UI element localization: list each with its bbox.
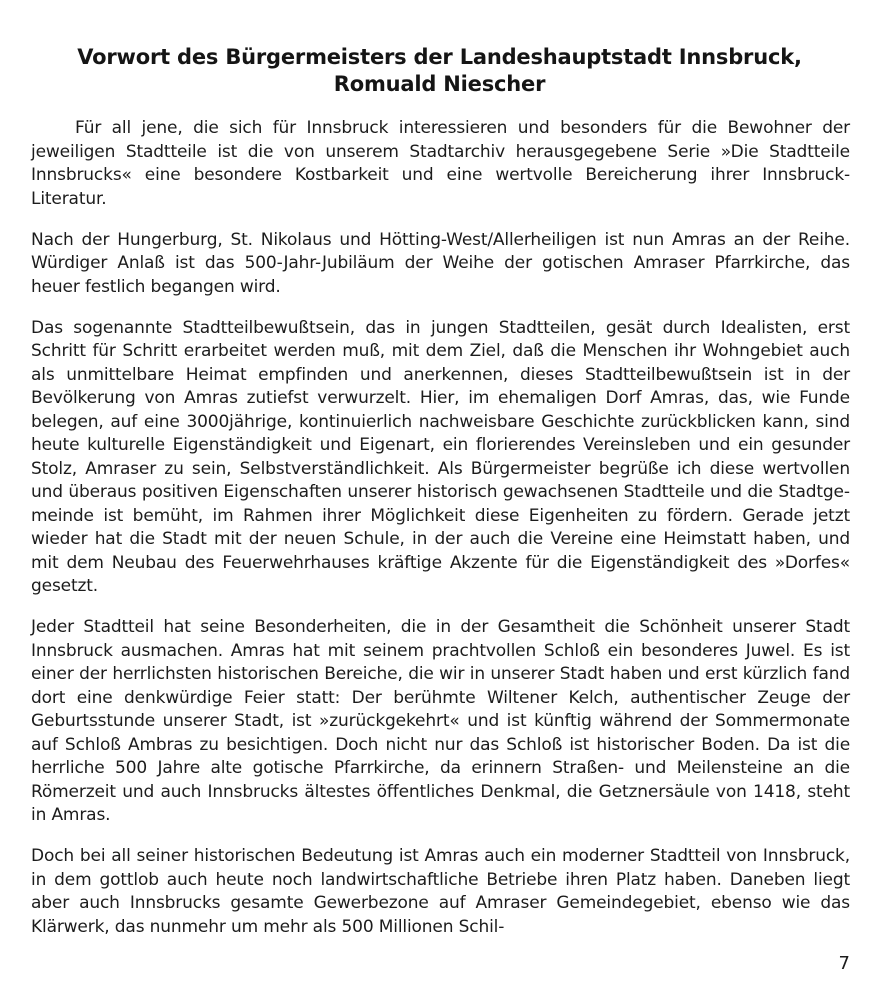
title-line-1: Vorwort des Bürgermeisters der Landeshauptstadt Innsbruck,	[77, 45, 802, 70]
paragraph-2: Nach der Hungerburg, St. Nikolaus und Hötting-West/Allerheiligen ist nun Amras an der Reihe. Würdiger Anlaß ist das 500-Jahr-Jubiläum der Weihe der gotischen Amraser Pfarrkirche, das heuer festlich begangen wird.	[31, 229, 850, 297]
page-title	[40, 44, 839, 98]
paragraph-1: Für all jene, die sich für Innsbruck interessieren und besonders für die Bewohner der jeweiligen Stadtteile ist die von unserem Stadtarchiv herausgegebene Serie »Die Stadtteile Innsbrucks« eine besondere Kostbarkeit und eine wertvolle Bereicherung ihrer Innsbruck-Literatur.	[31, 118, 850, 209]
paragraph-5: Doch bei all seiner historischen Bedeutung ist Amras auch ein moderner Stadtteil von Innsbruck, in dem gottlob auch heute noch landwirtschaftliche Betriebe ihren Platz haben. Daneben liegt aber auch Innsbrucks gesamte Gewerbezone auf Amraser Gemeindegebiet, ebenso wie das Klärwerk, das nunmehr um mehr als 500 Millionen Schil-	[31, 846, 850, 937]
paragraph-3: Das sogenannte Stadtteilbewußtsein, das in jungen Stadtteilen, gesät durch Idealisten, erst Schritt für Schritt erarbeitet werden muß, mit dem Ziel, daß die Menschen ihr Wohngebiet auch als unmittelbare Heimat empfinden und anerkennen, dieses Stadtteilbewußtsein ist in der Bevölkerung von Amras zutiefst verwurzelt. Hier, im ehemaligen Dorf Amras, das, wie Funde belegen, auf eine 3000jährige, kontinuierlich nachweisbare Geschichte zurückblicken kann, sind heute kulturelle Eigenständigkeit und Eigenart, ein florierendes Vereinsleben und ein gesunder Stolz, Amraser zu sein, Selbstverständlichkeit. Als Bürgermeister begrüße ich diese wertvollen und überaus positiven Eigenschaften unserer historisch gewachsenen Stadtteile und die Stadtgemeinde ist bemüht, im Rahmen ihrer Möglichkeit diese Eigenheiten zu fördern. Gerade jetzt wieder hat die Stadt mit der neuen Schule, in der auch die Vereine eine Heimstatt haben, und mit dem Neubau des Feuerwehrhauses kräftige Akzente für die Eigenständigkeit des »Dorfes« gesetzt.	[31, 317, 850, 596]
body-text	[31, 117, 850, 957]
title-line-2: Romuald Niescher	[333, 72, 546, 97]
page-number: 7	[838, 953, 850, 974]
paragraph-4: Jeder Stadtteil hat seine Besonderheiten, die in der Gesamtheit die Schönheit unserer Stadt Innsbruck ausmachen. Amras hat mit seinem prachtvollen Schloß ein besonderes Juwel. Es ist einer der herrlichsten historischen Bereiche, die wir in unserer Stadt haben und erst kürzlich fand dort eine denkwürdige Feier statt: Der berühmte Wiltener Kelch, authentischer Zeuge der Geburtsstunde unserer Stadt, ist »zurückgekehrt« und ist künftig während der Sommermonate auf Schloß Ambras zu besichtigen. Doch nicht nur das Schloß ist historischer Boden. Da ist die herrliche 500 Jahre alte gotische Pfarrkirche, da erinnern Straßen- und Meilensteine an die Römerzeit und auch Innsbrucks ältestes öffentliches Denkmal, die Getznersäule von 1418, steht in Amras.	[31, 617, 850, 825]
